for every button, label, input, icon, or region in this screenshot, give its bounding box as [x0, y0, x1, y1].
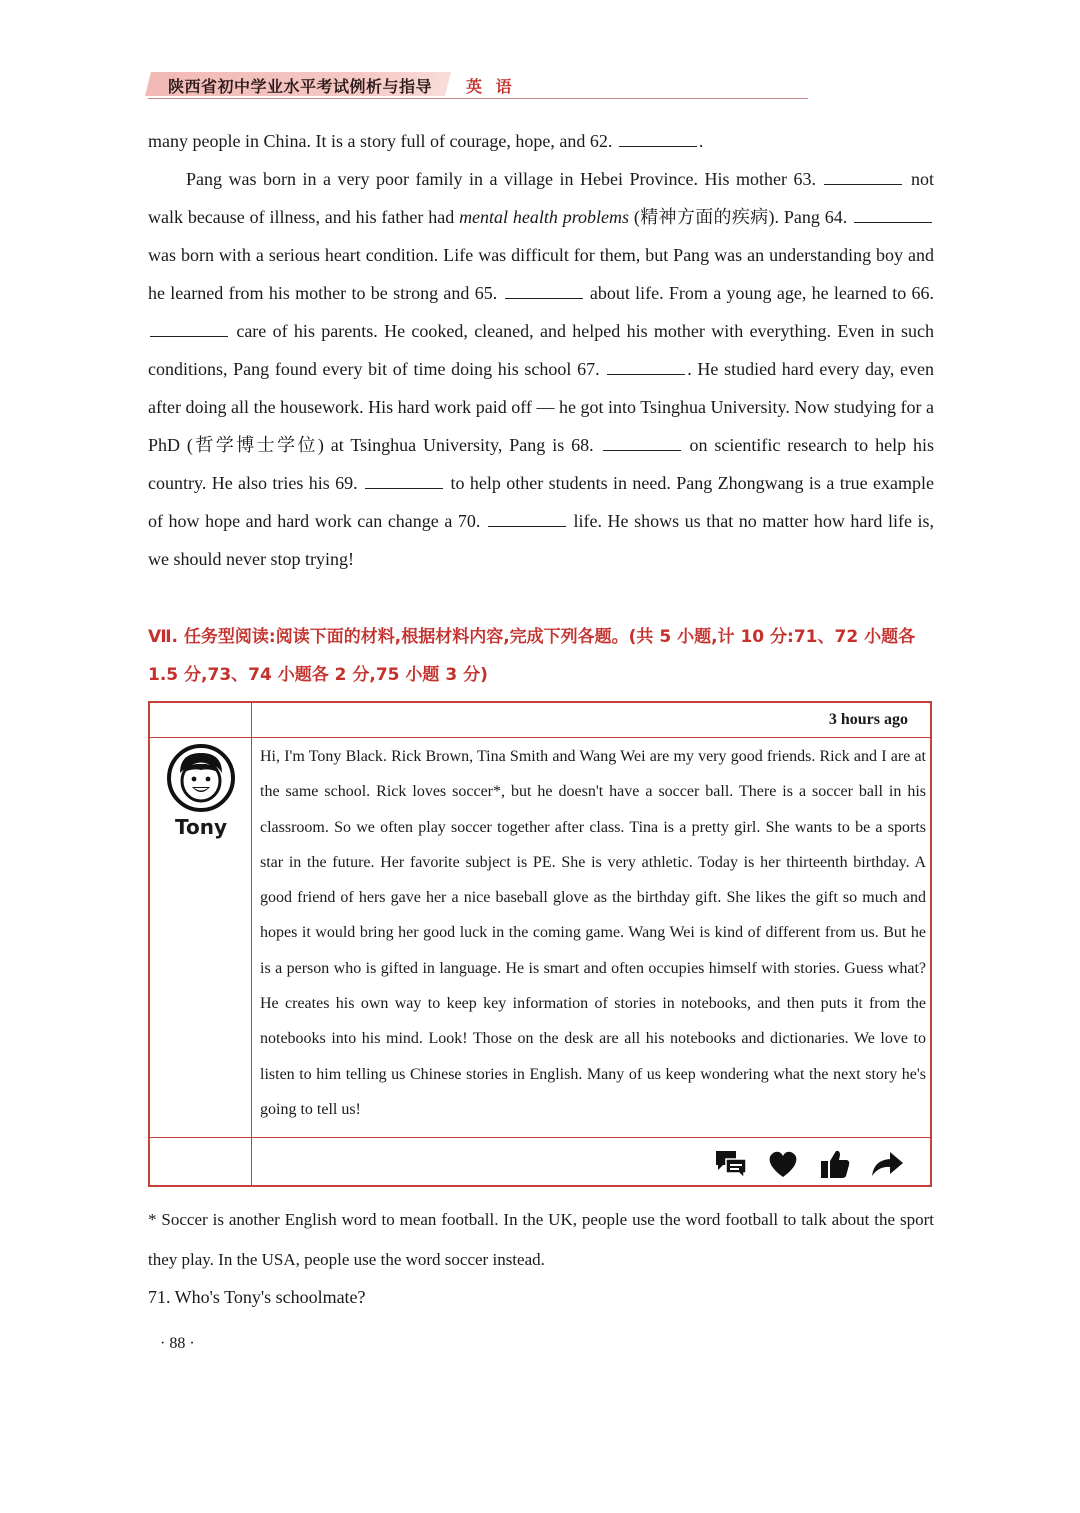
heart-icon[interactable] [766, 1147, 800, 1181]
blank-66[interactable] [150, 320, 228, 337]
header-subject: 英 语 [466, 77, 516, 96]
footnote: * Soccer is another English word to mean football. In the UK, people use the word football to talk about the sport they play. In the USA, people use the word soccer instead. [148, 1210, 934, 1269]
thumbs-up-icon[interactable] [818, 1147, 852, 1181]
header-divider [148, 98, 808, 99]
cloze-passage [148, 122, 934, 578]
blank-69[interactable] [365, 472, 443, 489]
comment-icon[interactable] [714, 1147, 748, 1181]
question-71: 71. Who's Tony's schoolmate? [148, 1287, 366, 1307]
passage-line-1: many people in China. It is a story full of courage, hope, and 62. . [148, 131, 704, 151]
section-heading: Ⅶ. 任务型阅读:阅读下面的材料,根据材料内容,完成下列各题。(共 5 小题,计 10 分:71、72 小题各 1.5 分,73、74 小题各 2 分,75 小题 3 分) [148, 627, 916, 685]
share-icon[interactable] [870, 1147, 904, 1181]
italic-phrase: mental health problems [459, 207, 630, 227]
page-header [148, 68, 808, 102]
blank-67[interactable] [607, 358, 685, 375]
blank-64[interactable] [854, 206, 932, 223]
header-title: 陕西省初中学业水平考试例析与指导 [168, 77, 433, 96]
passage-paragraph-2: Pang was born in a very poor family in a village in Hebei Province. His mother 63. not walk because of illness, and his father had mental health problems (精神方面的疾病). Pang 64. was born with a serious heart condition. Life was difficult for them, but Pang was an understanding boy and he learned from his mother to be strong and 65. about life. From a young age, he learned to 66. care of his parents. He cooked, cleaned, and helped his mother with everything. Even in such conditions, Pang found every bit of time doing his school 67. . He studied hard every day, even after doing all the housework. His hard work paid off — he got into Tsinghua University. Now studying for a PhD (哲学博士学位) at Tsinghua University, Pang is 68. on scientific research to help his country. He also tries his 69. to help other students in need. Pang Zhongwang is a true example of how hope and hard work can change a 70. life. He shows us that no matter how hard life is, we should never stop trying! [148, 169, 935, 569]
blank-68[interactable] [603, 434, 681, 451]
post-footer-divider [150, 1137, 930, 1138]
post-body-text: Hi, I'm Tony Black. Rick Brown, Tina Smith and Wang Wei are my very good friends. Rick and I are at the same school. Rick loves soccer*, but he doesn't have a soccer ball. There is a soccer ball in his classroom. So we often play soccer together after class. Tina is a pretty girl. She wants to be a sports star in the future. Her favorite subject is PE. She is very athletic. Today is her thirteenth birthday. A good friend of hers gave her a nice baseball glove as the birthday gift. She likes the gift so much and hopes it would bring her good luck in the coming game. Wang Wei is kind of different from us. But he is a person who is gifted in language. He is smart and often occupies himself with stories. Guess what? He creates his own way to keep key information of stories in notebooks, and then puts it from the notebooks into his mind. Look! Those on the desk are all his notebooks and dictionaries. We love to listen to him telling us Chinese stories in English. Many of us keep wondering what the next story he's going to tell us! [260, 748, 926, 1118]
blank-70[interactable] [488, 510, 566, 527]
blank-63[interactable] [824, 168, 902, 185]
author-name: Tony [174, 815, 227, 839]
post-header-divider [150, 737, 930, 738]
page-number: · 88 · [160, 1335, 195, 1352]
post-column-divider [251, 703, 252, 1185]
post-actions [714, 1143, 904, 1185]
blank-65[interactable] [505, 282, 583, 299]
avatar-icon [166, 743, 236, 813]
blank-62[interactable] [619, 130, 697, 147]
author-block[interactable] [166, 743, 236, 839]
social-post-card [148, 701, 932, 1187]
post-timestamp: 3 hours ago [828, 711, 908, 728]
